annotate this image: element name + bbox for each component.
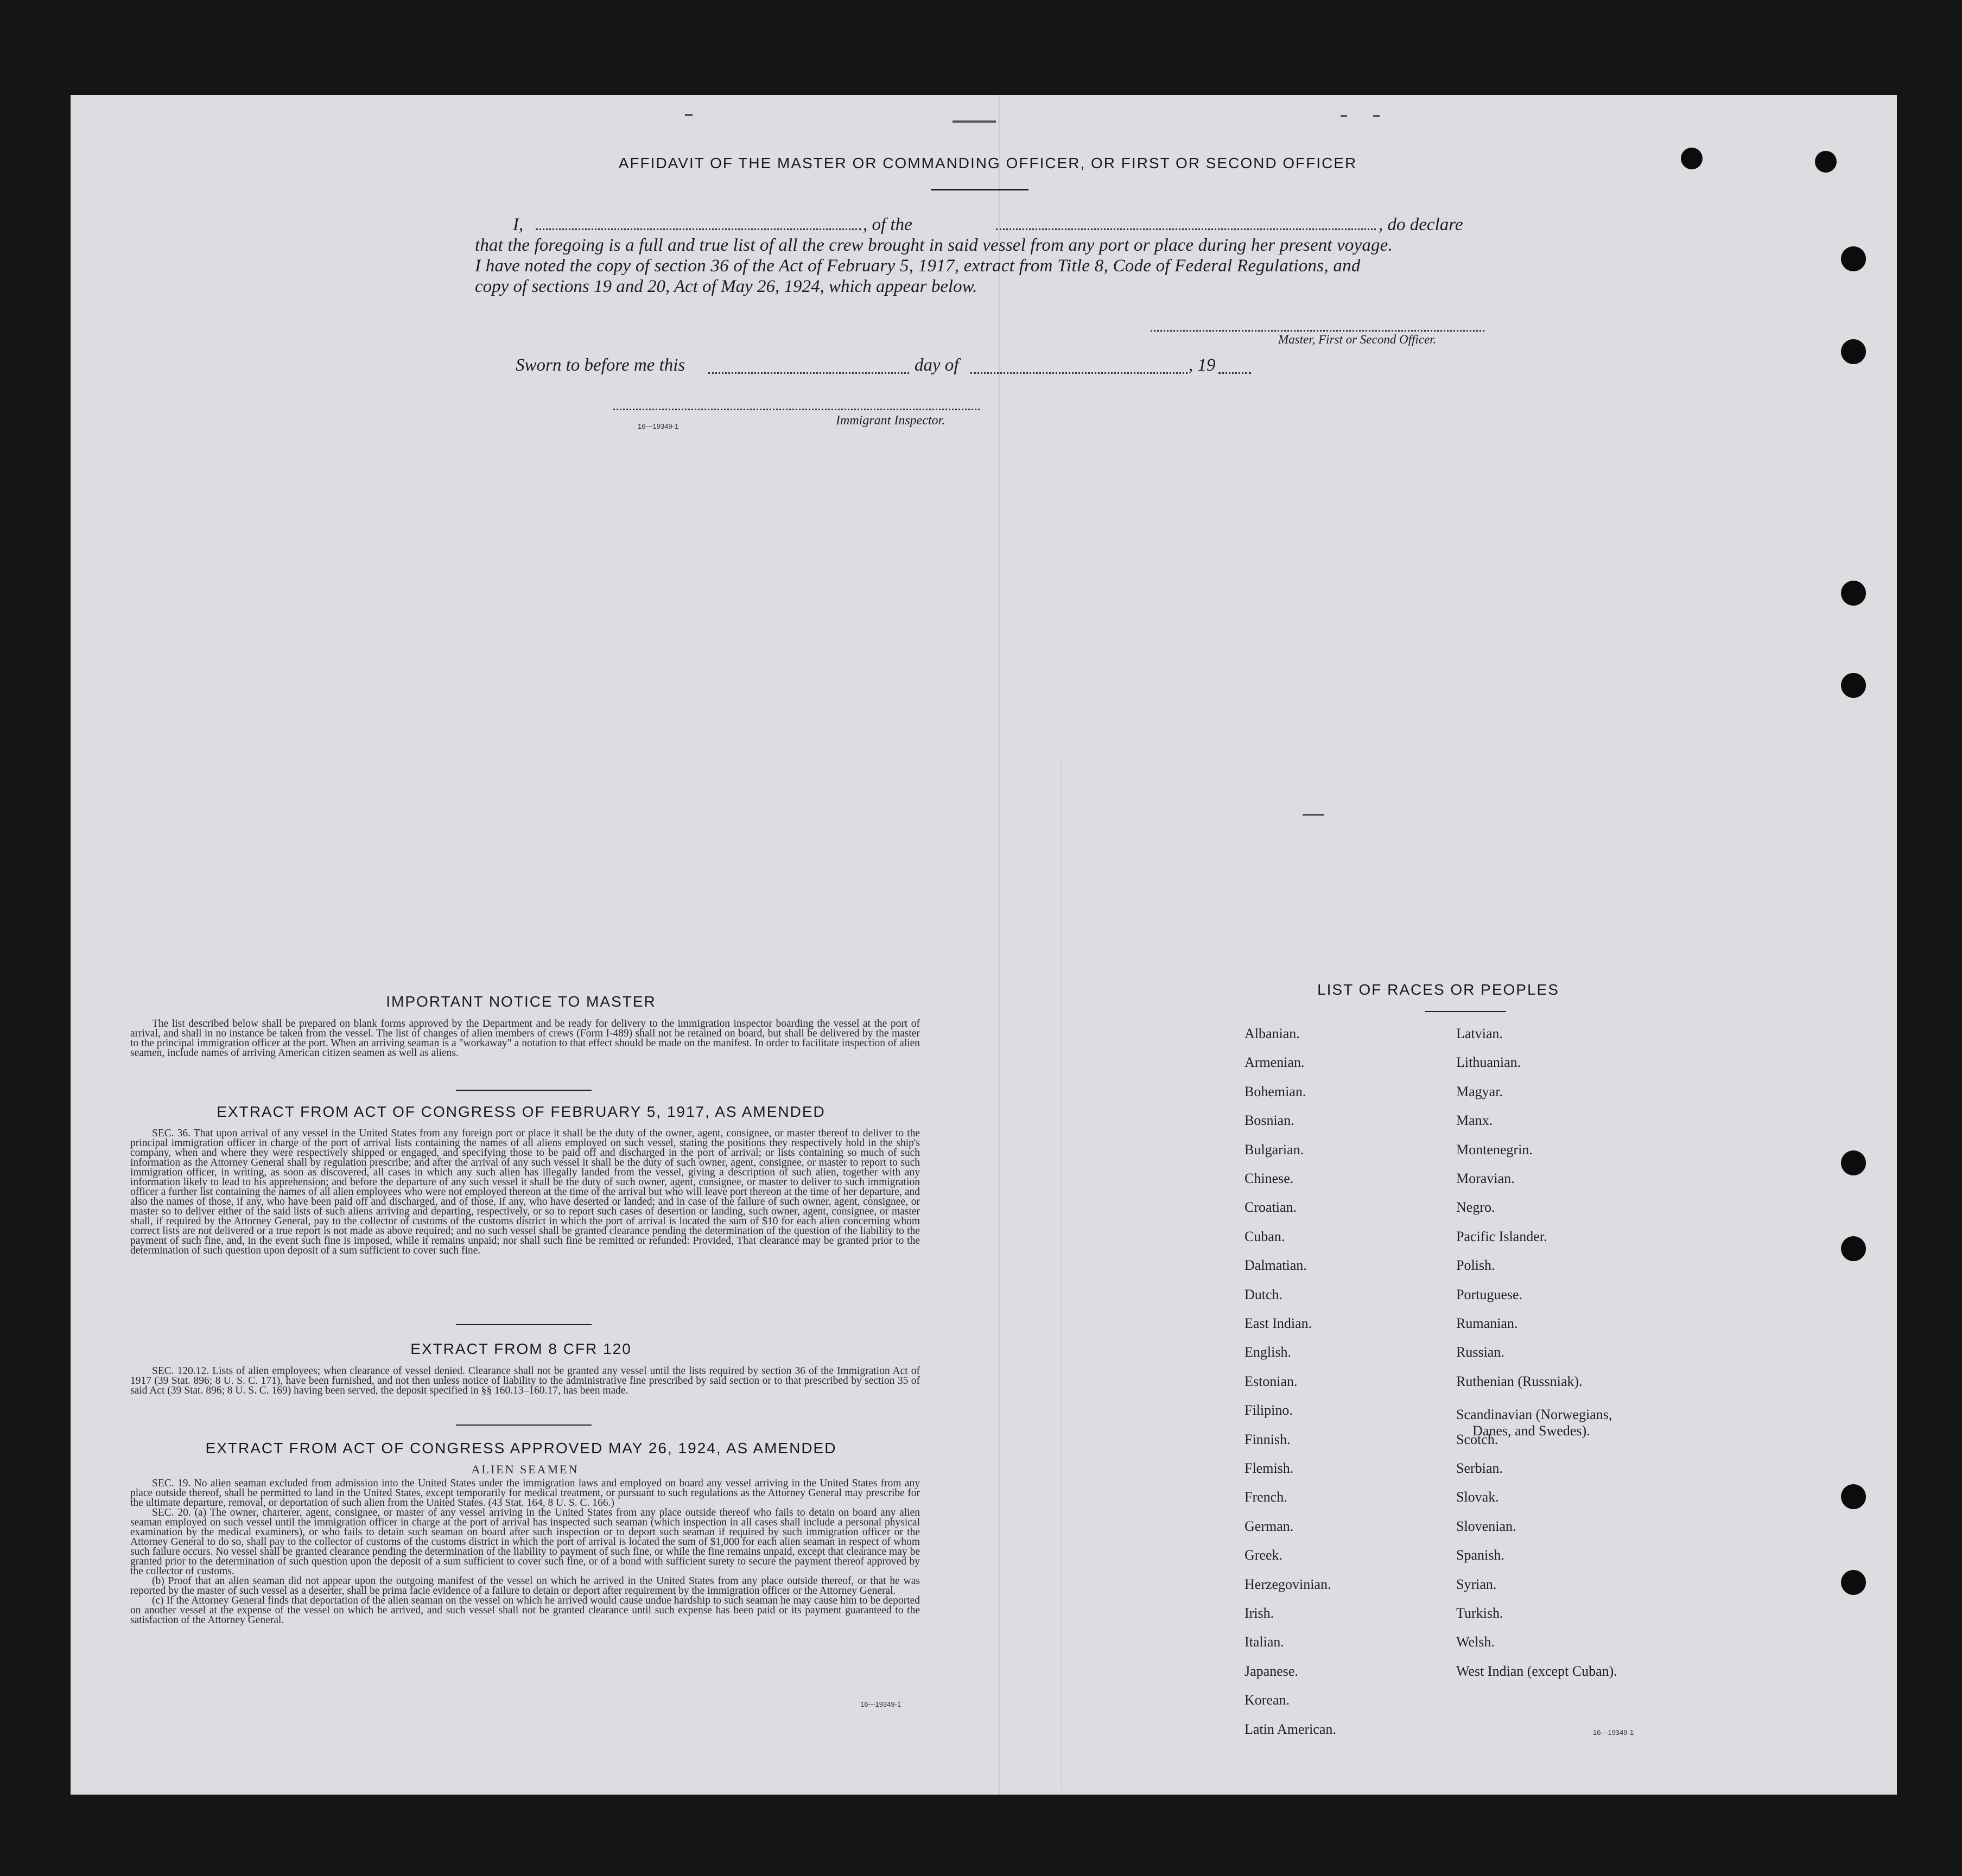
- punch-hole: [1841, 246, 1866, 271]
- punch-hole: [1841, 581, 1866, 606]
- sec-120-12-paragraph: SEC. 120.12. Lists of alien employees; when clearance of vessel denied. Clearance shall not be granted any vessel until the lists required by section 36 of the Immigration Act of 1917 (39 Stat. 896; 8 U. S. C. 171), have been furnished, and not then unless notice of liability to the administrative fine prescribed by said section or to that prescribed by section 35 of said Act (39 Stat. 896; 8 U. S. C. 169) having been served, the deposit specified in §§ 160.13–160.17, has been made.: [130, 1365, 920, 1396]
- race-item: Portuguese.: [1456, 1286, 1523, 1302]
- stray-mark: [685, 114, 693, 116]
- race-item: Filipino.: [1244, 1402, 1293, 1419]
- affidavit-of-the: , of the: [863, 215, 912, 234]
- affidavit-title: AFFIDAVIT OF THE MASTER OR COMMANDING OFFICER, OR FIRST OR SECOND OFFICER: [618, 155, 1357, 171]
- affidavit-i: I,: [513, 215, 524, 234]
- race-item: Magyar.: [1456, 1083, 1503, 1099]
- races-title-rule: [1425, 1011, 1506, 1012]
- race-item: Chinese.: [1244, 1171, 1294, 1186]
- master-name-field[interactable]: [536, 228, 861, 230]
- race-item: Spanish.: [1456, 1547, 1504, 1563]
- race-item: West Indian (except Cuban).: [1456, 1663, 1617, 1679]
- race-item: East Indian.: [1244, 1315, 1312, 1331]
- race-item: Armenian.: [1244, 1054, 1305, 1071]
- race-item: Montenegrin.: [1456, 1141, 1533, 1158]
- sec-36-paragraph: SEC. 36. That upon arrival of any vessel in the United States from any foreign port or place it shall be the duty of the owner, agent, consignee, or master thereof to deliver to the principal immigration officer in charge of the port of arrival lists containing the names of all aliens employed on such vessel, stating the positions they respectively hold in the ship's company, when and where they were respectively shipped or engaged, and specifying those to be paid off and discharged in the port of arrival; or lists containing so much of such information as the Attorney General shall by regulation prescribe; and after the arrival of any such vessel it shall be the duty of such owner, agent, consignee, or master to report to such immigration officer, in writing, as soon as discovered, all cases in which any such alien has illegally landed from the vessel, giving a description of such alien, together with any information likely to lead to his apprehension; and before the departure of any such vessel it shall be the duty of such owner, agent, consignee, or master to deliver to such immigration officer a further list containing the names of all alien employees who were not employed thereon at the time of the arrival but who will leave port thereon at the time of her departure, and also the names of those, if any, who have been paid off and discharged, and of those, if any, who have deserted or landed; and in case of the failure of such owner, agent, consignee, or master so to deliver either of the said lists of such aliens arriving and departing, respectively, or so to report such cases of desertion or landing, such owner, agent, consignee, or master shall, if required by the Attorney General, pay to the collector of customs of the customs district in which the port of arrival is located the sum of $10 for each alien concerning whom correct lists are not delivered or a true report is not made as above required; and no such vessel shall be granted clearance pending the determination of the question of the liability to the payment of such fine, and, in the event such fine is imposed, while it remains unpaid; nor shall such fine be remitted or refunded: Provided, That clearance may be granted prior to the determination of such question upon deposit of a sum sufficient to cover such fine.: [130, 1128, 920, 1256]
- race-item: Bosnian.: [1244, 1112, 1294, 1129]
- race-item: Negro.: [1456, 1199, 1495, 1216]
- notice-body: [130, 1019, 920, 1058]
- races-title: LIST OF RACES OR PEOPLES: [1317, 981, 1559, 998]
- alien-seamen-subtitle: ALIEN SEAMEN: [471, 1462, 579, 1476]
- race-item: Albanian.: [1244, 1026, 1300, 1041]
- stray-mark: [1341, 115, 1347, 117]
- races-form-number: 16—19349-1: [1593, 1728, 1634, 1737]
- race-item: Danes, and Swedes).: [1472, 1423, 1590, 1439]
- punch-hole: [1815, 151, 1837, 173]
- stray-mark: [1303, 814, 1324, 816]
- sworn-date-field[interactable]: [708, 372, 909, 374]
- race-item: Latin American.: [1244, 1721, 1336, 1737]
- punch-hole: [1841, 1150, 1866, 1175]
- sec-19-paragraph: SEC. 19. No alien seaman excluded from admission into the United States under the immigration laws and employed on board any vessel arriving in the United States from any place outside thereof, shall be permitted to land in the United States, except temporarily for medical treatment, or pursuant to such regulations as the Attorney General may prescribe for the ultimate departure, removal, or deportation of such alien from the United States. (43 Stat. 164, 8 U. S. C. 166.): [130, 1478, 920, 1509]
- sec-20c-paragraph: (c) If the Attorney General finds that deportation of the alien seaman on the vessel on which he arrived would cause undue hardship to such seaman he may cause him to be deported on another vessel at the expense of the vessel on which he arrived, and such vessel shall not be granted clearance until such expense has been paid or its payment guaranteed to the satisfaction of the Attorney General.: [130, 1595, 920, 1626]
- race-item: Rumanian.: [1456, 1315, 1518, 1331]
- affidavit-form-number: 16—19349-1: [638, 422, 679, 430]
- punch-hole: [1841, 1484, 1866, 1509]
- race-item: Dalmatian.: [1244, 1257, 1307, 1274]
- race-item: Slovenian.: [1456, 1518, 1516, 1534]
- punch-hole: [1841, 1236, 1866, 1261]
- race-item: Syrian.: [1456, 1576, 1497, 1592]
- race-item: Pacific Islander.: [1456, 1228, 1547, 1244]
- race-item: Lithuanian.: [1456, 1054, 1521, 1071]
- race-item: Welsh.: [1456, 1634, 1495, 1650]
- punch-hole: [1841, 673, 1866, 698]
- race-item: French.: [1244, 1489, 1287, 1505]
- inspector-caption: Immigrant Inspector.: [836, 414, 945, 428]
- race-item: Scotch.: [1456, 1431, 1499, 1447]
- race-item: Serbian.: [1456, 1460, 1503, 1476]
- race-item: Moravian.: [1456, 1171, 1515, 1186]
- race-item: Croatian.: [1244, 1199, 1297, 1216]
- extract-1924-body: [130, 1462, 920, 1625]
- crease-line: [1061, 760, 1062, 1791]
- race-item: Irish.: [1244, 1605, 1274, 1621]
- sec-20b-paragraph: (b) Proof that an alien seaman did not appear upon the outgoing manifest of the vessel on which he arrived in the United States from any place outside thereof, or that he was reported by the master of such vessel as a deserter, shall be prima facie evidence of a failure to detain or deport after requirement by the immigration officer or the Attorney General.: [130, 1575, 920, 1597]
- stray-mark: [1373, 115, 1380, 117]
- race-item: Flemish.: [1244, 1460, 1294, 1476]
- race-item: Japanese.: [1244, 1663, 1298, 1679]
- race-item: Dutch.: [1244, 1286, 1283, 1302]
- race-item: Bulgarian.: [1244, 1141, 1304, 1158]
- race-item: English.: [1244, 1344, 1291, 1360]
- affidavit-line-2: that the foregoing is a full and true list of all the crew brought in said vessel from any port or place during her present voyage.: [475, 236, 1393, 255]
- punch-hole: [1841, 1570, 1866, 1595]
- notice-title: IMPORTANT NOTICE TO MASTER: [386, 993, 656, 1010]
- sworn-text: Sworn to before me this: [516, 355, 685, 375]
- punch-hole: [1681, 148, 1703, 169]
- race-item: Estonian.: [1244, 1373, 1298, 1389]
- race-item: Korean.: [1244, 1692, 1290, 1708]
- race-item: German.: [1244, 1518, 1294, 1534]
- notice-paragraph: The list described below shall be prepared on blank forms approved by the Department and be ready for delivery to the immigration inspector boarding the vessel at the port of arrival, and shall in no instance be taken from the vessel. The list of changes of alien members of crews (Form I-489) shall not be retained on board, but shall be delivered by the master to the principal immigration officer at the port. When an arriving seaman is a "workaway" a notation to that effect should be made on the manifest. In order to facilitate inspection of alien seamen, include names of arriving American citizen seamen as well as aliens.: [130, 1018, 920, 1059]
- punch-hole: [1841, 339, 1866, 364]
- extract-1917-title: EXTRACT FROM ACT OF CONGRESS OF FEBRUARY 5, 1917, AS AMENDED: [217, 1103, 826, 1120]
- race-item: Ruthenian (Russniak).: [1456, 1373, 1583, 1389]
- vessel-name-field[interactable]: [996, 228, 1376, 230]
- race-item: Russian.: [1456, 1344, 1504, 1360]
- extract-1917-body: [130, 1129, 920, 1256]
- affidavit-title-rule: [931, 189, 1028, 190]
- section-rule: [456, 1090, 592, 1091]
- extract-form-number: 16—19349-1: [860, 1700, 901, 1708]
- officer-caption: Master, First or Second Officer.: [1278, 333, 1437, 346]
- race-item: Scandinavian (Norwegians,: [1456, 1407, 1612, 1423]
- race-item: Manx.: [1456, 1112, 1493, 1129]
- fold-line: [999, 95, 1000, 1795]
- officer-signature-line[interactable]: [1151, 330, 1484, 332]
- race-item: Bohemian.: [1244, 1083, 1306, 1099]
- extract-cfr-title: EXTRACT FROM 8 CFR 120: [410, 1340, 632, 1357]
- inspector-signature-line[interactable]: [613, 409, 980, 410]
- race-item: Cuban.: [1244, 1228, 1285, 1244]
- race-item: Slovak.: [1456, 1489, 1499, 1505]
- sworn-year-field[interactable]: [1218, 372, 1251, 374]
- sec-20a-paragraph: SEC. 20. (a) The owner, charterer, agent, consignee, or master of any vessel arriving in the United States from any place outside thereof who fails to detain on board any alien seaman employed on such vessel until the immigration officer in charge at the port of arrival has inspected such seaman (which inspection in all cases shall include a personal physical examination by the medical examiners), or who fails to detain such seaman on board after such inspection or to deport such seaman if required by such immigration officer or the Attorney General to do so, shall pay to the collector of customs of the customs district in which the port of arrival is located the sum of $1,000 for each alien seaman in respect of whom such failure occurs. No vessel shall be granted clearance pending the determination of the liability to payment of such fine, or while the fine remains unpaid, except that clearance may be granted prior to the determination of such question upon the deposit of a sum sufficient to cover such fine, or of a bond with sufficient surety to secure the payment thereof approved by the collector of customs.: [130, 1507, 920, 1577]
- race-item: Herzegovinian.: [1244, 1576, 1331, 1592]
- day-of-text: day of: [915, 355, 959, 375]
- affidavit-do-declare: , do declare: [1379, 215, 1463, 234]
- race-item: Italian.: [1244, 1634, 1284, 1650]
- race-item: Greek.: [1244, 1547, 1283, 1563]
- race-item: Finnish.: [1244, 1431, 1291, 1447]
- sworn-month-field[interactable]: [970, 372, 1188, 374]
- section-rule: [456, 1324, 592, 1325]
- affidavit-line-3: I have noted the copy of section 36 of the Act of February 5, 1917, extract from Title 8, Code of Federal Regulations, and: [475, 256, 1361, 276]
- section-rule: [456, 1425, 592, 1426]
- race-item: Turkish.: [1456, 1605, 1503, 1621]
- race-item: Latvian.: [1456, 1026, 1503, 1041]
- stray-mark: [953, 120, 996, 123]
- affidavit-line-4: copy of sections 19 and 20, Act of May 26, 1924, which appear below.: [475, 277, 977, 296]
- extract-1924-title: EXTRACT FROM ACT OF CONGRESS APPROVED MAY 26, 1924, AS AMENDED: [205, 1440, 837, 1457]
- race-item: Polish.: [1456, 1257, 1495, 1274]
- extract-cfr-body: [130, 1366, 920, 1396]
- year-text: , 19: [1189, 355, 1216, 375]
